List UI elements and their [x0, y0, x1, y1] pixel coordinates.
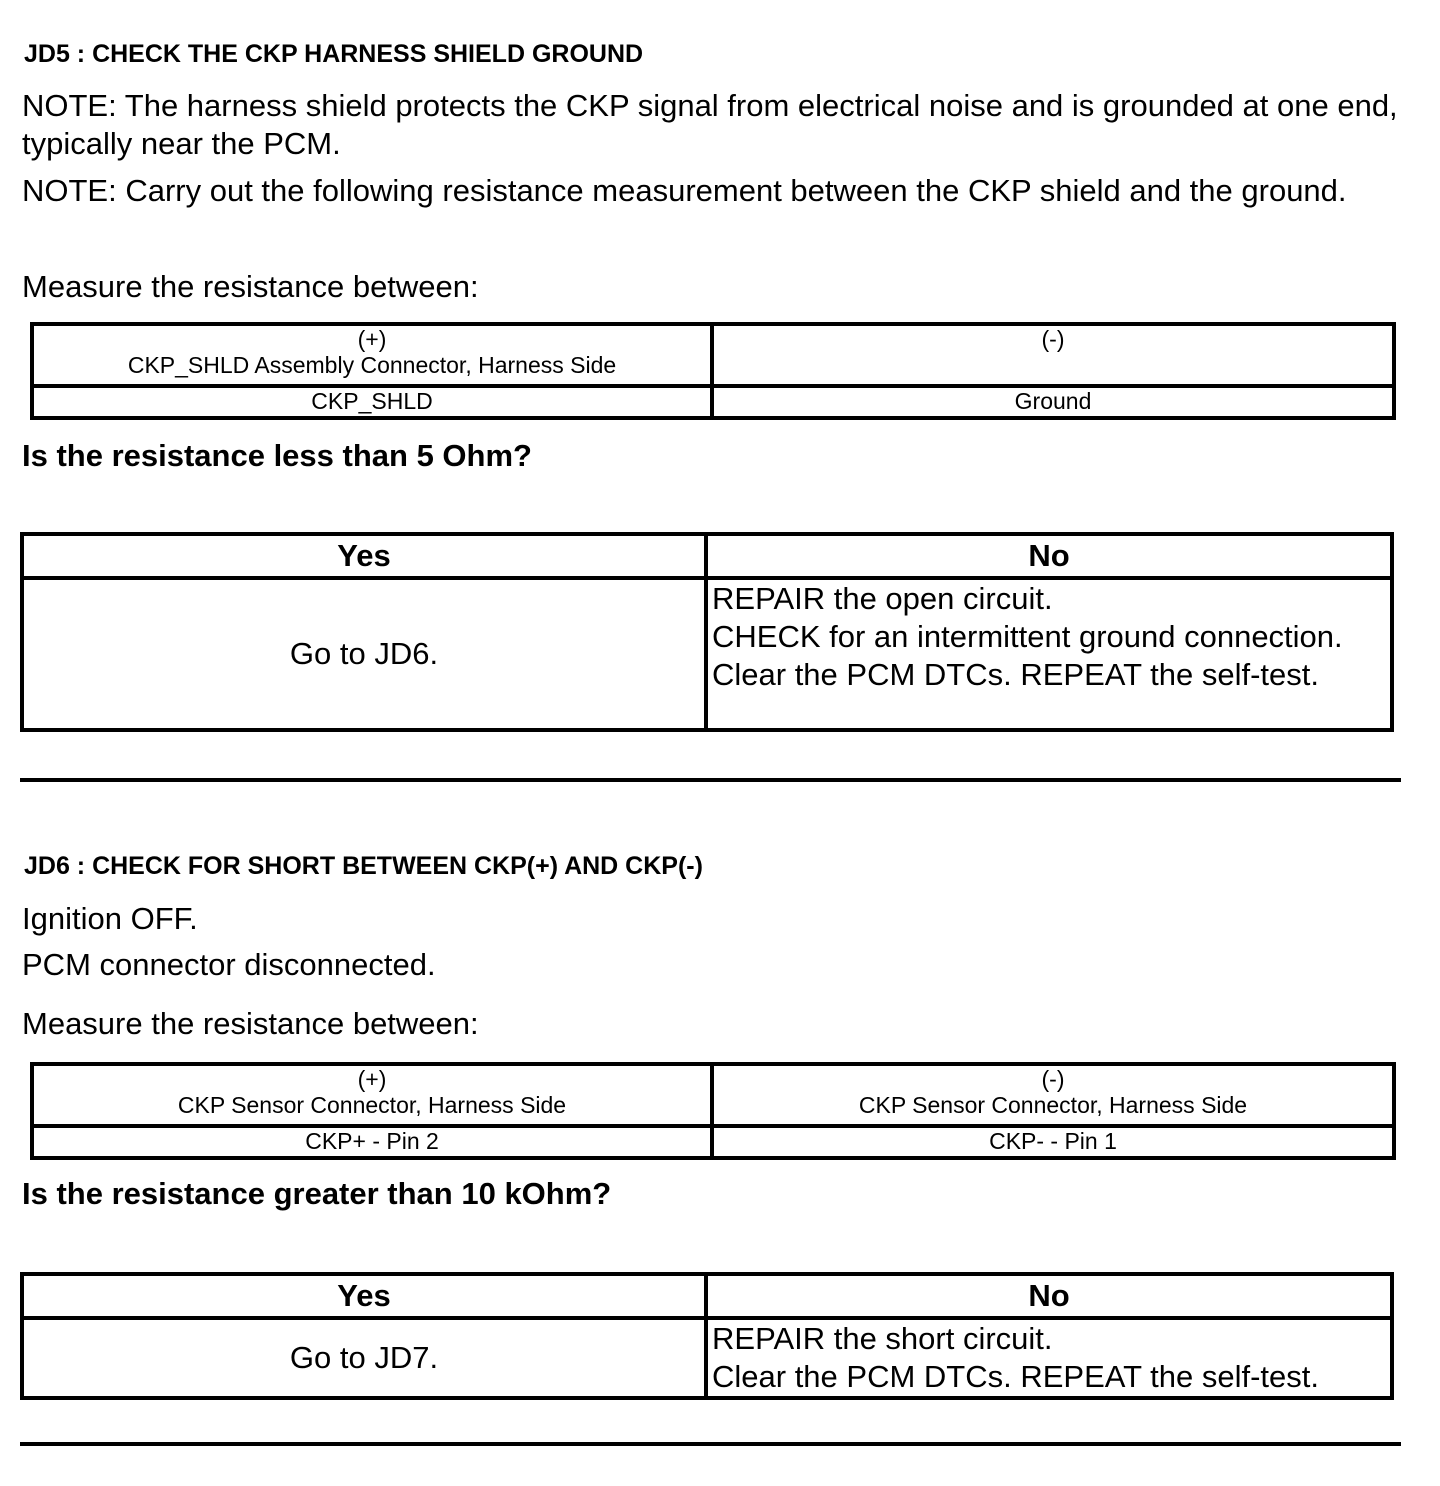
jd6-question: Is the resistance greater than 10 kOhm? — [22, 1176, 612, 1211]
jd5-note-measurement: NOTE: Carry out the following resistance measurement between the CKP shield and the ground. — [22, 173, 1347, 208]
jd6-no-header: No — [706, 1274, 1392, 1318]
jd5-plus-connector: CKP_SHLD Assembly Connector, Harness Side — [127, 352, 617, 378]
jd5-no-actions — [706, 578, 1392, 730]
jd6-plus-label: (+) — [357, 1066, 387, 1092]
jd5-result-table — [20, 532, 1394, 732]
jd5-measure-table — [30, 322, 1396, 420]
jd5-no-action-clear: Clear the PCM DTCs. REPEAT the self-test. — [712, 657, 1319, 692]
jd6-plus-connector: CKP Sensor Connector, Harness Side — [177, 1092, 567, 1118]
section-divider-bottom — [20, 1442, 1401, 1446]
jd5-heading: JD5 : CHECK THE CKP HARNESS SHIELD GROUND — [24, 40, 644, 68]
jd6-no-actions — [706, 1318, 1392, 1398]
jd6-minus-connector: CKP Sensor Connector, Harness Side — [858, 1092, 1248, 1118]
jd5-plus-pin: CKP_SHLD — [32, 386, 712, 418]
jd5-plus-label: (+) — [357, 326, 387, 352]
jd6-yes-action: Go to JD7. — [22, 1318, 706, 1398]
jd6-yes-header: Yes — [22, 1274, 706, 1318]
jd5-no-action-check: CHECK for an intermittent ground connection. — [712, 619, 1343, 654]
jd5-note-shield: NOTE: The harness shield protects the CKP signal from electrical noise and is grounded at one end, typically near the PCM. — [22, 88, 1398, 161]
jd6-measure-label: Measure the resistance between: — [22, 1006, 479, 1041]
jd5-no-action-repair: REPAIR the open circuit. — [712, 581, 1053, 616]
jd6-result-table — [20, 1272, 1394, 1400]
jd6-minus-column-header — [712, 1064, 1394, 1126]
jd6-minus-label: (-) — [1041, 1066, 1065, 1092]
jd6-condition-ignition: Ignition OFF. — [22, 901, 198, 936]
jd5-question: Is the resistance less than 5 Ohm? — [22, 438, 532, 473]
jd5-yes-action: Go to JD6. — [22, 578, 706, 730]
jd5-yes-header: Yes — [22, 534, 706, 578]
jd6-no-action-clear: Clear the PCM DTCs. REPEAT the self-test. — [712, 1359, 1319, 1394]
jd5-minus-column-header — [712, 324, 1394, 386]
jd6-condition-pcm: PCM connector disconnected. — [22, 947, 436, 982]
jd6-plus-column-header — [32, 1064, 712, 1126]
jd5-plus-column-header — [32, 324, 712, 386]
jd6-heading: JD6 : CHECK FOR SHORT BETWEEN CKP(+) AND CKP(-) — [24, 852, 703, 880]
jd5-measure-label: Measure the resistance between: — [22, 269, 479, 304]
jd5-minus-label: (-) — [1041, 326, 1065, 352]
jd6-no-action-repair: REPAIR the short circuit. — [712, 1321, 1053, 1356]
jd5-minus-pin: Ground — [712, 386, 1394, 418]
jd5-no-header: No — [706, 534, 1392, 578]
jd6-measure-table — [30, 1062, 1396, 1160]
jd6-plus-pin: CKP+ - Pin 2 — [32, 1126, 712, 1158]
jd6-minus-pin: CKP- - Pin 1 — [712, 1126, 1394, 1158]
section-divider — [20, 778, 1401, 782]
